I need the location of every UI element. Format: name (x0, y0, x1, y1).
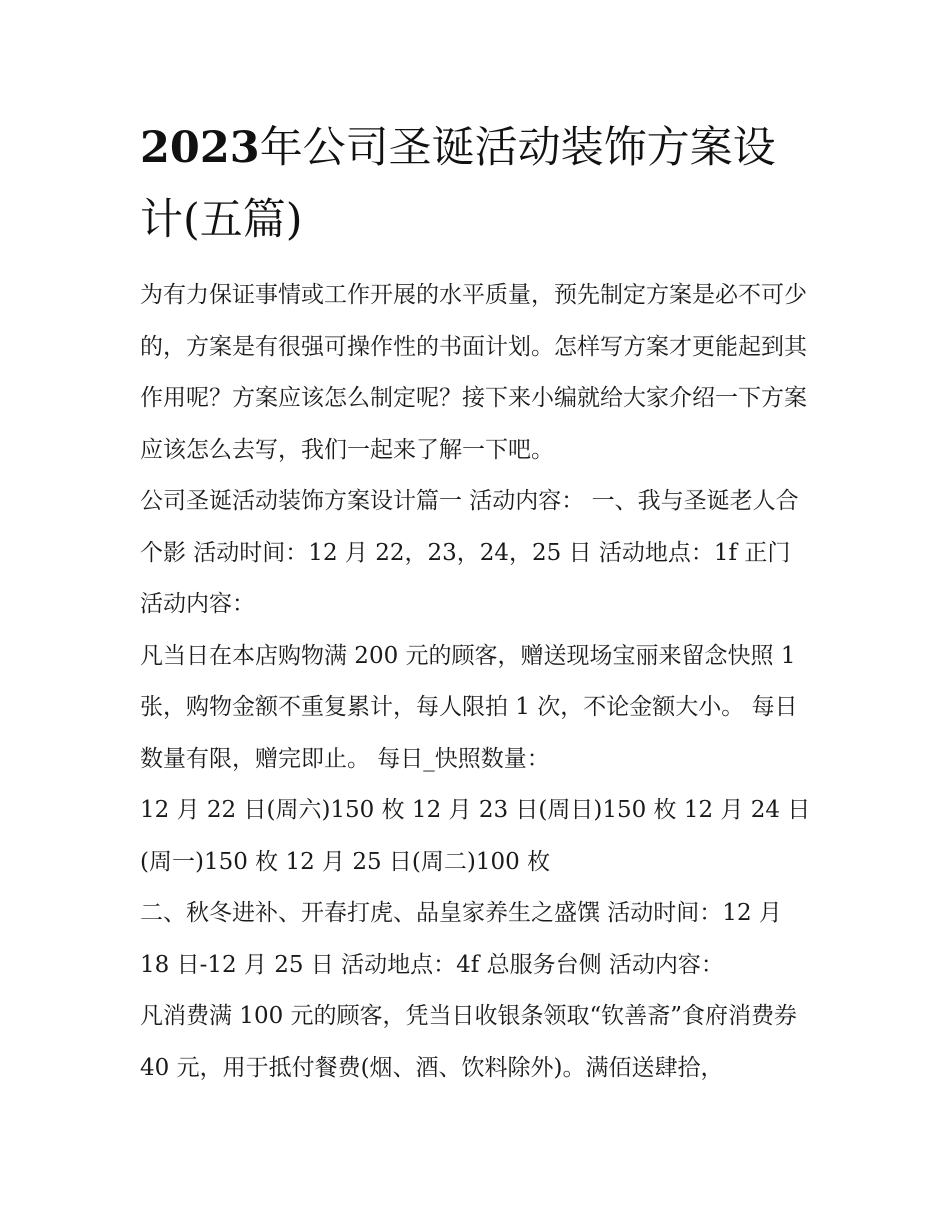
title-year: 2023 (140, 123, 260, 173)
section-one-paragraph: 公司圣诞活动装饰方案设计篇一 活动内容： 一、我与圣诞老人合个影 活动时间：12 月 22，23，24，25 日 活动地点：1f 正门 活动内容： (140, 488, 799, 617)
document-page (140, 112, 816, 1094)
intro-paragraph: 为有力保证事情或工作开展的水平质量，预先制定方案是必不可少的，方案是有很强可操作性的书面计划。怎样写方案才更能起到其作用呢？方案应该怎么制定呢？接下来小编就给大家介绍一下方案应该怎么去写，我们一起来了解一下吧。 (140, 282, 807, 463)
document-title (140, 112, 816, 256)
title-text: 年公司圣诞活动装饰方案设计(五篇) (140, 123, 776, 245)
photo-schedule-paragraph: 12 月 22 日(周六)150 枚 12 月 23 日(周日)150 枚 12 月 24 日(周一)150 枚 12 月 25 日(周二)100 枚 (140, 797, 811, 875)
section-two-paragraph: 二、秋冬进补、开春打虎、品皇家养生之盛馔 活动时间：12 月 18 日-12 月 25 日 活动地点：4f 总服务台侧 活动内容： (140, 900, 782, 978)
dining-offer-paragraph: 凡消费满 100 元的顾客，凭当日收银条领取“钦善斋”食府消费券 40 元，用于抵付餐费(烟、酒、饮料除外)。满佰送肆拾， (140, 1003, 798, 1081)
photo-offer-paragraph: 凡当日在本店购物满 200 元的顾客，赠送现场宝丽来留念快照 1 张，购物金额不重复累计，每人限拍 1 次，不论金额大小。 每日数量有限，赠完即止。 每日_快照数量： (140, 642, 798, 772)
